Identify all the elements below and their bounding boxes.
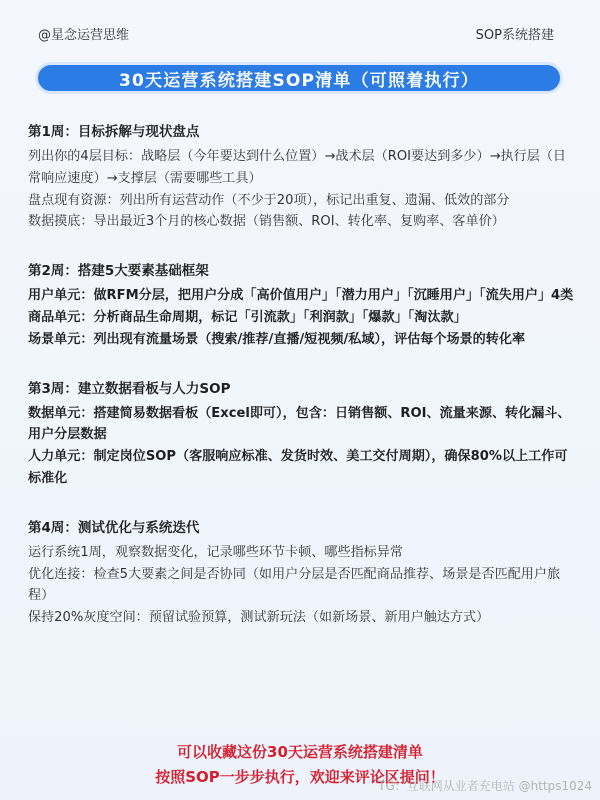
author-label: @星念运营思维 xyxy=(38,27,130,43)
section-line: 数据单元：搭建简易数据看板（Excel即可），包含：日销售额、ROI、流量来源、转化漏斗、用户分层数据 xyxy=(28,405,571,443)
section-line: 商品单元：分析商品生命周期，标记「引流款」「利润款」「爆款」「淘汰款」 xyxy=(28,310,467,326)
section-title: 第2周：搭建5大要素基础框架 xyxy=(28,263,209,280)
watermark-text: TG：互联网从业者充电站 @https1024 xyxy=(378,779,592,793)
section-week-3 xyxy=(28,381,576,490)
footer-line-1: 可以收藏这份30天运营系统搭建清单 xyxy=(177,743,423,761)
section-line: 数据摸底：导出最近3个月的核心数据（销售额、ROI、转化率、复购率、客单价） xyxy=(28,214,505,230)
section-title: 第3周：建立数据看板与人力SOP xyxy=(28,380,231,397)
header-bar xyxy=(38,20,554,46)
section-line: 用户单元：做RFM分层，把用户分成「高价值用户」「潜力用户」「沉睡用户」「流失用户」4类 xyxy=(28,288,574,304)
section-line: 人力单元：制定岗位SOP（客服响应标准、发货时效、美工交付周期），确保80%以上工作可标准化 xyxy=(28,449,568,486)
section-title: 第4周：测试优化与系统迭代 xyxy=(28,519,200,536)
section-line: 优化连接：检查5大要素之间是否协同（如用户分层是否匹配商品推荐、场景是否匹配用户旅程） xyxy=(28,566,561,604)
section-week-4 xyxy=(28,520,576,629)
section-title: 第1周：目标拆解与现状盘点 xyxy=(28,124,200,140)
footer-line-2: 按照SOP一步步执行，欢迎来评论区提问！ xyxy=(155,767,445,786)
section-line: 场景单元：列出现有流量场景（搜索/推荐/直播/短视频/私域），评估每个场景的转化率 xyxy=(28,331,526,347)
content-area xyxy=(28,124,576,629)
footer-callout xyxy=(0,740,600,790)
topic-label: SOP系统搭建 xyxy=(475,27,554,43)
section-week-1 xyxy=(28,124,576,233)
section-line: 运行系统1周，观察数据变化，记录哪些环节卡顿、哪些指标异常 xyxy=(28,544,403,560)
section-line: 保持20%灰度空间：预留试验预算，测试新玩法（如新场景、新用户触达方式） xyxy=(28,610,490,626)
section-line: 盘点现有资源：列出所有运营动作（不少于20项），标记出重复、遗漏、低效的部分 xyxy=(28,192,510,208)
title-banner xyxy=(35,62,563,94)
section-week-2 xyxy=(28,263,576,350)
section-line: 列出你的4层目标：战略层（今年要达到什么位置）→战术层（ROI要达到多少）→执行层（日常响应速度）→支撑层（需要哪些工具） xyxy=(28,149,567,186)
title-text: 30天运营系统搭建SOP清单（可照着执行） xyxy=(118,70,479,91)
